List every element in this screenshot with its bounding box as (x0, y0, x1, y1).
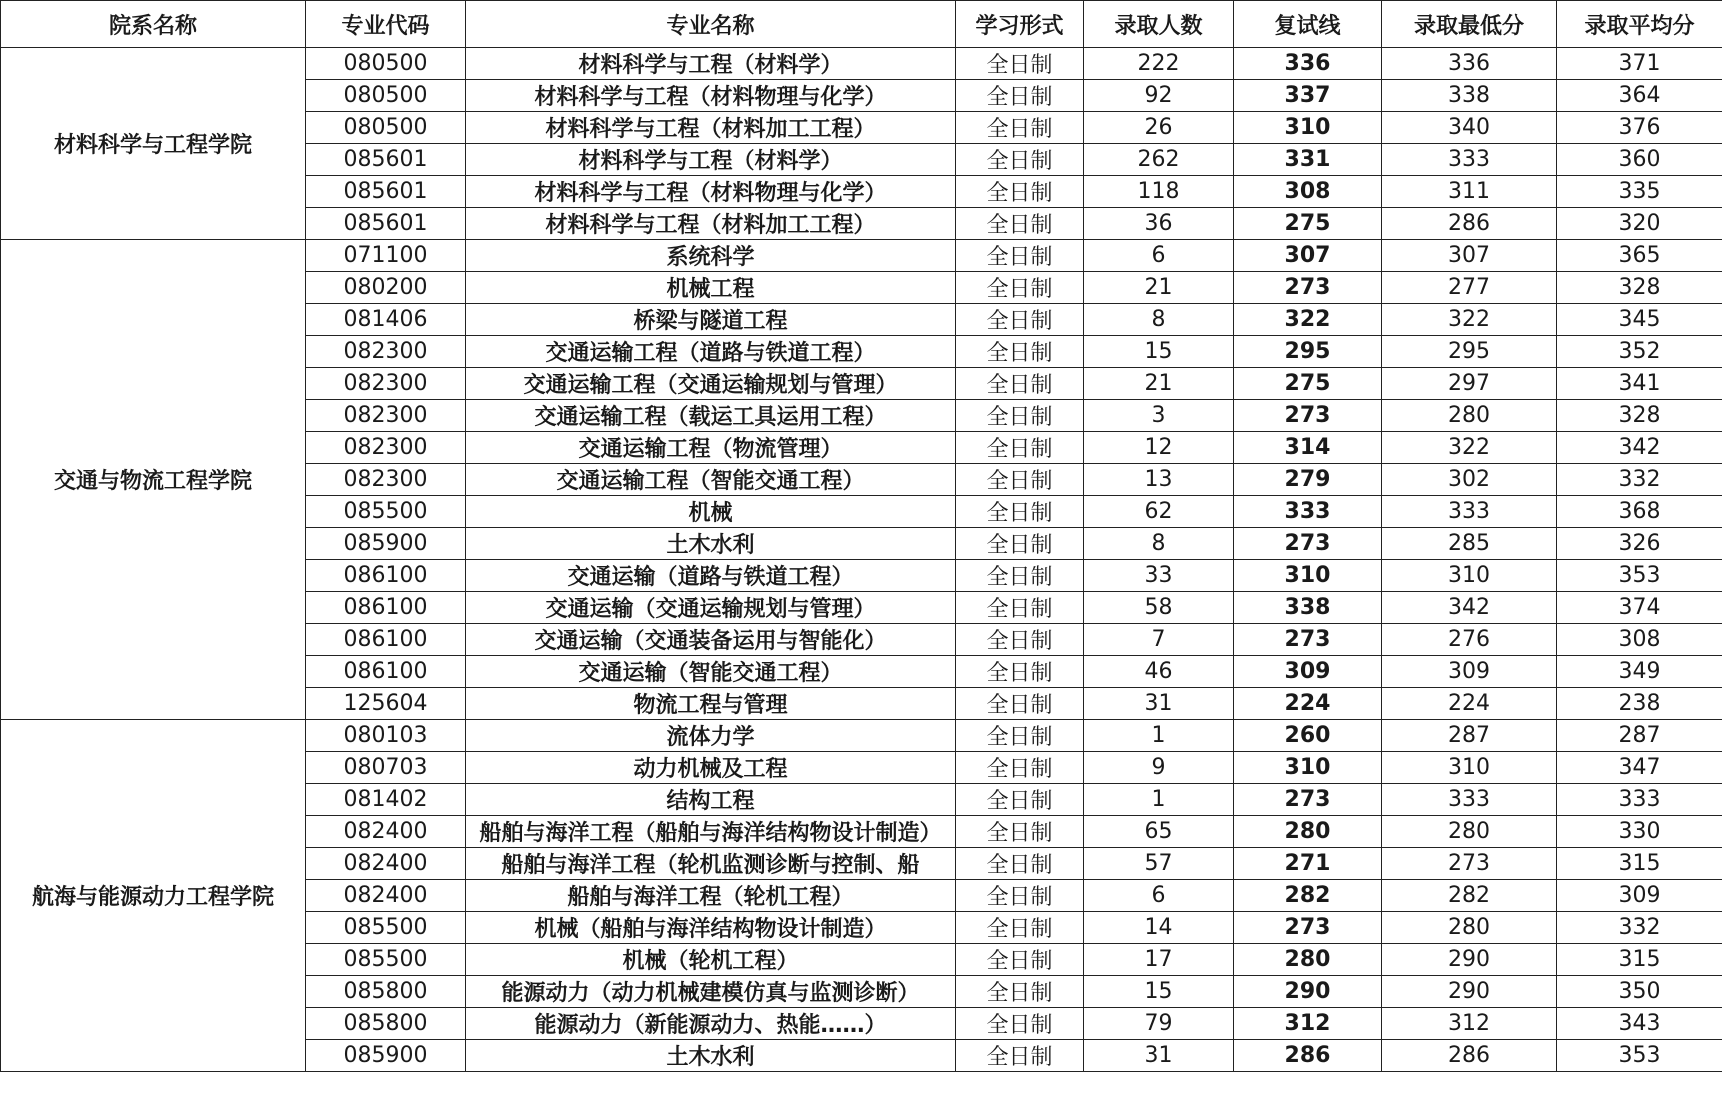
cell-avg-score: 335 (1557, 176, 1722, 208)
cell-major: 桥梁与隧道工程 (466, 304, 956, 336)
cell-admitted: 13 (1084, 464, 1234, 496)
cell-min-score: 333 (1382, 144, 1557, 176)
cell-major: 交通运输工程（交通运输规划与管理） (466, 368, 956, 400)
cell-code: 085500 (306, 944, 466, 976)
cell-code: 082300 (306, 336, 466, 368)
cell-major: 机械工程 (466, 272, 956, 304)
header-row (1, 1, 1722, 48)
cell-retest-line: 273 (1234, 784, 1382, 816)
cell-avg-score: 328 (1557, 272, 1722, 304)
cell-code: 082300 (306, 432, 466, 464)
cell-min-score: 277 (1382, 272, 1557, 304)
cell-min-score: 311 (1382, 176, 1557, 208)
cell-code: 082300 (306, 368, 466, 400)
cell-avg-score: 343 (1557, 1008, 1722, 1040)
cell-code: 086100 (306, 560, 466, 592)
cell-avg-score: 371 (1557, 48, 1722, 80)
cell-retest-line: 273 (1234, 272, 1382, 304)
cell-retest-line: 322 (1234, 304, 1382, 336)
cell-retest-line: 308 (1234, 176, 1382, 208)
cell-mode: 全日制 (956, 304, 1084, 336)
cell-min-score: 273 (1382, 848, 1557, 880)
cell-admitted: 62 (1084, 496, 1234, 528)
cell-avg-score: 368 (1557, 496, 1722, 528)
cell-admitted: 58 (1084, 592, 1234, 624)
cell-mode: 全日制 (956, 432, 1084, 464)
cell-mode: 全日制 (956, 560, 1084, 592)
cell-major: 材料科学与工程（材料加工工程） (466, 112, 956, 144)
header-code: 专业代码 (306, 1, 466, 48)
cell-mode: 全日制 (956, 752, 1084, 784)
cell-major: 船舶与海洋工程（轮机监测诊断与控制、船 (466, 848, 956, 880)
cell-code: 082400 (306, 816, 466, 848)
cell-retest-line: 310 (1234, 752, 1382, 784)
header-major: 专业名称 (466, 1, 956, 48)
cell-mode: 全日制 (956, 848, 1084, 880)
cell-code: 082300 (306, 464, 466, 496)
cell-code: 080703 (306, 752, 466, 784)
cell-retest-line: 314 (1234, 432, 1382, 464)
cell-admitted: 57 (1084, 848, 1234, 880)
cell-min-score: 297 (1382, 368, 1557, 400)
cell-admitted: 9 (1084, 752, 1234, 784)
cell-major: 土木水利 (466, 1040, 956, 1072)
cell-avg-score: 309 (1557, 880, 1722, 912)
cell-avg-score: 315 (1557, 944, 1722, 976)
cell-min-score: 290 (1382, 944, 1557, 976)
cell-code: 082400 (306, 848, 466, 880)
cell-mode: 全日制 (956, 912, 1084, 944)
cell-retest-line: 331 (1234, 144, 1382, 176)
cell-avg-score: 376 (1557, 112, 1722, 144)
cell-code: 086100 (306, 624, 466, 656)
cell-retest-line: 312 (1234, 1008, 1382, 1040)
header-admitted: 录取人数 (1084, 1, 1234, 48)
cell-mode: 全日制 (956, 624, 1084, 656)
cell-retest-line: 273 (1234, 528, 1382, 560)
cell-avg-score: 360 (1557, 144, 1722, 176)
cell-avg-score: 332 (1557, 464, 1722, 496)
cell-mode: 全日制 (956, 816, 1084, 848)
cell-avg-score: 326 (1557, 528, 1722, 560)
cell-retest-line: 280 (1234, 944, 1382, 976)
cell-admitted: 31 (1084, 1040, 1234, 1072)
cell-code: 081406 (306, 304, 466, 336)
cell-mode: 全日制 (956, 336, 1084, 368)
cell-admitted: 118 (1084, 176, 1234, 208)
cell-avg-score: 333 (1557, 784, 1722, 816)
cell-mode: 全日制 (956, 464, 1084, 496)
cell-mode: 全日制 (956, 368, 1084, 400)
table-row (1, 48, 1722, 80)
cell-mode: 全日制 (956, 400, 1084, 432)
cell-dept: 交通与物流工程学院 (1, 240, 306, 720)
cell-major: 交通运输工程（道路与铁道工程） (466, 336, 956, 368)
cell-min-score: 342 (1382, 592, 1557, 624)
cell-admitted: 222 (1084, 48, 1234, 80)
cell-code: 085500 (306, 912, 466, 944)
cell-mode: 全日制 (956, 496, 1084, 528)
cell-retest-line: 333 (1234, 496, 1382, 528)
cell-min-score: 276 (1382, 624, 1557, 656)
cell-admitted: 6 (1084, 880, 1234, 912)
cell-min-score: 280 (1382, 816, 1557, 848)
cell-avg-score: 374 (1557, 592, 1722, 624)
cell-admitted: 15 (1084, 336, 1234, 368)
cell-avg-score: 238 (1557, 688, 1722, 720)
cell-min-score: 333 (1382, 496, 1557, 528)
cell-major: 材料科学与工程（材料物理与化学） (466, 80, 956, 112)
cell-code: 085500 (306, 496, 466, 528)
cell-retest-line: 290 (1234, 976, 1382, 1008)
cell-min-score: 295 (1382, 336, 1557, 368)
cell-mode: 全日制 (956, 944, 1084, 976)
cell-admitted: 79 (1084, 1008, 1234, 1040)
cell-min-score: 285 (1382, 528, 1557, 560)
cell-min-score: 310 (1382, 560, 1557, 592)
cell-retest-line: 337 (1234, 80, 1382, 112)
cell-mode: 全日制 (956, 80, 1084, 112)
cell-min-score: 280 (1382, 400, 1557, 432)
cell-retest-line: 310 (1234, 560, 1382, 592)
header-dept: 院系名称 (1, 1, 306, 48)
cell-min-score: 287 (1382, 720, 1557, 752)
cell-code: 085601 (306, 144, 466, 176)
cell-retest-line: 338 (1234, 592, 1382, 624)
cell-avg-score: 315 (1557, 848, 1722, 880)
cell-code: 080103 (306, 720, 466, 752)
cell-mode: 全日制 (956, 208, 1084, 240)
cell-retest-line: 260 (1234, 720, 1382, 752)
header-avg-score: 录取平均分 (1557, 1, 1722, 48)
cell-major: 船舶与海洋工程（轮机工程） (466, 880, 956, 912)
cell-admitted: 1 (1084, 784, 1234, 816)
cell-code: 085800 (306, 1008, 466, 1040)
cell-major: 材料科学与工程（材料学） (466, 48, 956, 80)
cell-avg-score: 345 (1557, 304, 1722, 336)
cell-code: 085601 (306, 176, 466, 208)
cell-retest-line: 307 (1234, 240, 1382, 272)
table-row (1, 720, 1722, 752)
cell-admitted: 17 (1084, 944, 1234, 976)
cell-dept: 航海与能源动力工程学院 (1, 720, 306, 1072)
cell-admitted: 15 (1084, 976, 1234, 1008)
cell-major: 土木水利 (466, 528, 956, 560)
cell-code: 085900 (306, 528, 466, 560)
cell-avg-score: 350 (1557, 976, 1722, 1008)
cell-avg-score: 353 (1557, 560, 1722, 592)
cell-retest-line: 309 (1234, 656, 1382, 688)
cell-code: 082300 (306, 400, 466, 432)
cell-mode: 全日制 (956, 48, 1084, 80)
cell-mode: 全日制 (956, 1040, 1084, 1072)
cell-admitted: 36 (1084, 208, 1234, 240)
cell-min-score: 290 (1382, 976, 1557, 1008)
cell-retest-line: 271 (1234, 848, 1382, 880)
cell-major: 能源动力（新能源动力、热能……） (466, 1008, 956, 1040)
cell-major: 交通运输（交通运输规划与管理） (466, 592, 956, 624)
cell-admitted: 6 (1084, 240, 1234, 272)
cell-major: 流体力学 (466, 720, 956, 752)
cell-avg-score: 342 (1557, 432, 1722, 464)
table-row (1, 240, 1722, 272)
cell-avg-score: 349 (1557, 656, 1722, 688)
cell-code: 080500 (306, 48, 466, 80)
cell-min-score: 312 (1382, 1008, 1557, 1040)
cell-code: 085900 (306, 1040, 466, 1072)
cell-code: 125604 (306, 688, 466, 720)
cell-min-score: 286 (1382, 208, 1557, 240)
cell-code: 081402 (306, 784, 466, 816)
cell-min-score: 333 (1382, 784, 1557, 816)
cell-retest-line: 310 (1234, 112, 1382, 144)
cell-code: 086100 (306, 656, 466, 688)
cell-admitted: 65 (1084, 816, 1234, 848)
cell-admitted: 12 (1084, 432, 1234, 464)
cell-avg-score: 365 (1557, 240, 1722, 272)
cell-admitted: 8 (1084, 528, 1234, 560)
cell-mode: 全日制 (956, 656, 1084, 688)
cell-admitted: 7 (1084, 624, 1234, 656)
cell-major: 交通运输（智能交通工程） (466, 656, 956, 688)
cell-major: 系统科学 (466, 240, 956, 272)
cell-major: 机械（船舶与海洋结构物设计制造） (466, 912, 956, 944)
cell-retest-line: 280 (1234, 816, 1382, 848)
cell-mode: 全日制 (956, 272, 1084, 304)
cell-retest-line: 336 (1234, 48, 1382, 80)
cell-admitted: 21 (1084, 368, 1234, 400)
cell-min-score: 340 (1382, 112, 1557, 144)
cell-major: 交通运输（交通装备运用与智能化） (466, 624, 956, 656)
cell-major: 动力机械及工程 (466, 752, 956, 784)
cell-retest-line: 273 (1234, 624, 1382, 656)
cell-code: 086100 (306, 592, 466, 624)
cell-major: 交通运输（道路与铁道工程） (466, 560, 956, 592)
cell-min-score: 309 (1382, 656, 1557, 688)
cell-retest-line: 275 (1234, 368, 1382, 400)
cell-major: 物流工程与管理 (466, 688, 956, 720)
header-mode: 学习形式 (956, 1, 1084, 48)
cell-retest-line: 273 (1234, 912, 1382, 944)
cell-avg-score: 328 (1557, 400, 1722, 432)
cell-code: 085800 (306, 976, 466, 1008)
cell-mode: 全日制 (956, 528, 1084, 560)
cell-mode: 全日制 (956, 176, 1084, 208)
cell-dept: 材料科学与工程学院 (1, 48, 306, 240)
cell-mode: 全日制 (956, 720, 1084, 752)
cell-min-score: 280 (1382, 912, 1557, 944)
header-min-score: 录取最低分 (1382, 1, 1557, 48)
cell-major: 船舶与海洋工程（船舶与海洋结构物设计制造） (466, 816, 956, 848)
cell-admitted: 31 (1084, 688, 1234, 720)
cell-admitted: 92 (1084, 80, 1234, 112)
cell-mode: 全日制 (956, 592, 1084, 624)
cell-avg-score: 287 (1557, 720, 1722, 752)
cell-min-score: 302 (1382, 464, 1557, 496)
cell-retest-line: 224 (1234, 688, 1382, 720)
cell-avg-score: 352 (1557, 336, 1722, 368)
cell-avg-score: 347 (1557, 752, 1722, 784)
cell-major: 交通运输工程（智能交通工程） (466, 464, 956, 496)
cell-code: 080500 (306, 80, 466, 112)
cell-avg-score: 353 (1557, 1040, 1722, 1072)
cell-code: 082400 (306, 880, 466, 912)
cell-mode: 全日制 (956, 688, 1084, 720)
cell-min-score: 322 (1382, 304, 1557, 336)
cell-retest-line: 273 (1234, 400, 1382, 432)
cell-avg-score: 341 (1557, 368, 1722, 400)
cell-mode: 全日制 (956, 112, 1084, 144)
cell-mode: 全日制 (956, 144, 1084, 176)
cell-retest-line: 279 (1234, 464, 1382, 496)
cell-min-score: 338 (1382, 80, 1557, 112)
cell-code: 080200 (306, 272, 466, 304)
cell-major: 材料科学与工程（材料物理与化学） (466, 176, 956, 208)
cell-mode: 全日制 (956, 880, 1084, 912)
cell-retest-line: 295 (1234, 336, 1382, 368)
cell-admitted: 21 (1084, 272, 1234, 304)
cell-retest-line: 275 (1234, 208, 1382, 240)
cell-retest-line: 282 (1234, 880, 1382, 912)
cell-major: 机械（轮机工程） (466, 944, 956, 976)
cell-major: 机械 (466, 496, 956, 528)
cell-mode: 全日制 (956, 1008, 1084, 1040)
cell-avg-score: 332 (1557, 912, 1722, 944)
cell-admitted: 26 (1084, 112, 1234, 144)
cell-major: 材料科学与工程（材料学） (466, 144, 956, 176)
table-body (1, 48, 1722, 1072)
cell-mode: 全日制 (956, 976, 1084, 1008)
cell-major: 能源动力（动力机械建模仿真与监测诊断） (466, 976, 956, 1008)
cell-admitted: 262 (1084, 144, 1234, 176)
cell-mode: 全日制 (956, 784, 1084, 816)
cell-major: 交通运输工程（载运工具运用工程） (466, 400, 956, 432)
cell-admitted: 3 (1084, 400, 1234, 432)
cell-min-score: 322 (1382, 432, 1557, 464)
cell-min-score: 307 (1382, 240, 1557, 272)
cell-avg-score: 330 (1557, 816, 1722, 848)
cell-major: 交通运输工程（物流管理） (466, 432, 956, 464)
cell-major: 结构工程 (466, 784, 956, 816)
cell-code: 080500 (306, 112, 466, 144)
cell-avg-score: 308 (1557, 624, 1722, 656)
cell-admitted: 46 (1084, 656, 1234, 688)
cell-admitted: 1 (1084, 720, 1234, 752)
cell-min-score: 310 (1382, 752, 1557, 784)
cell-mode: 全日制 (956, 240, 1084, 272)
cell-avg-score: 320 (1557, 208, 1722, 240)
cell-admitted: 8 (1084, 304, 1234, 336)
cell-admitted: 14 (1084, 912, 1234, 944)
cell-avg-score: 364 (1557, 80, 1722, 112)
cell-retest-line: 286 (1234, 1040, 1382, 1072)
cell-code: 071100 (306, 240, 466, 272)
cell-min-score: 286 (1382, 1040, 1557, 1072)
cell-min-score: 336 (1382, 48, 1557, 80)
cell-major: 材料科学与工程（材料加工工程） (466, 208, 956, 240)
cell-min-score: 282 (1382, 880, 1557, 912)
cell-min-score: 224 (1382, 688, 1557, 720)
header-retest-line: 复试线 (1234, 1, 1382, 48)
cell-admitted: 33 (1084, 560, 1234, 592)
cell-code: 085601 (306, 208, 466, 240)
